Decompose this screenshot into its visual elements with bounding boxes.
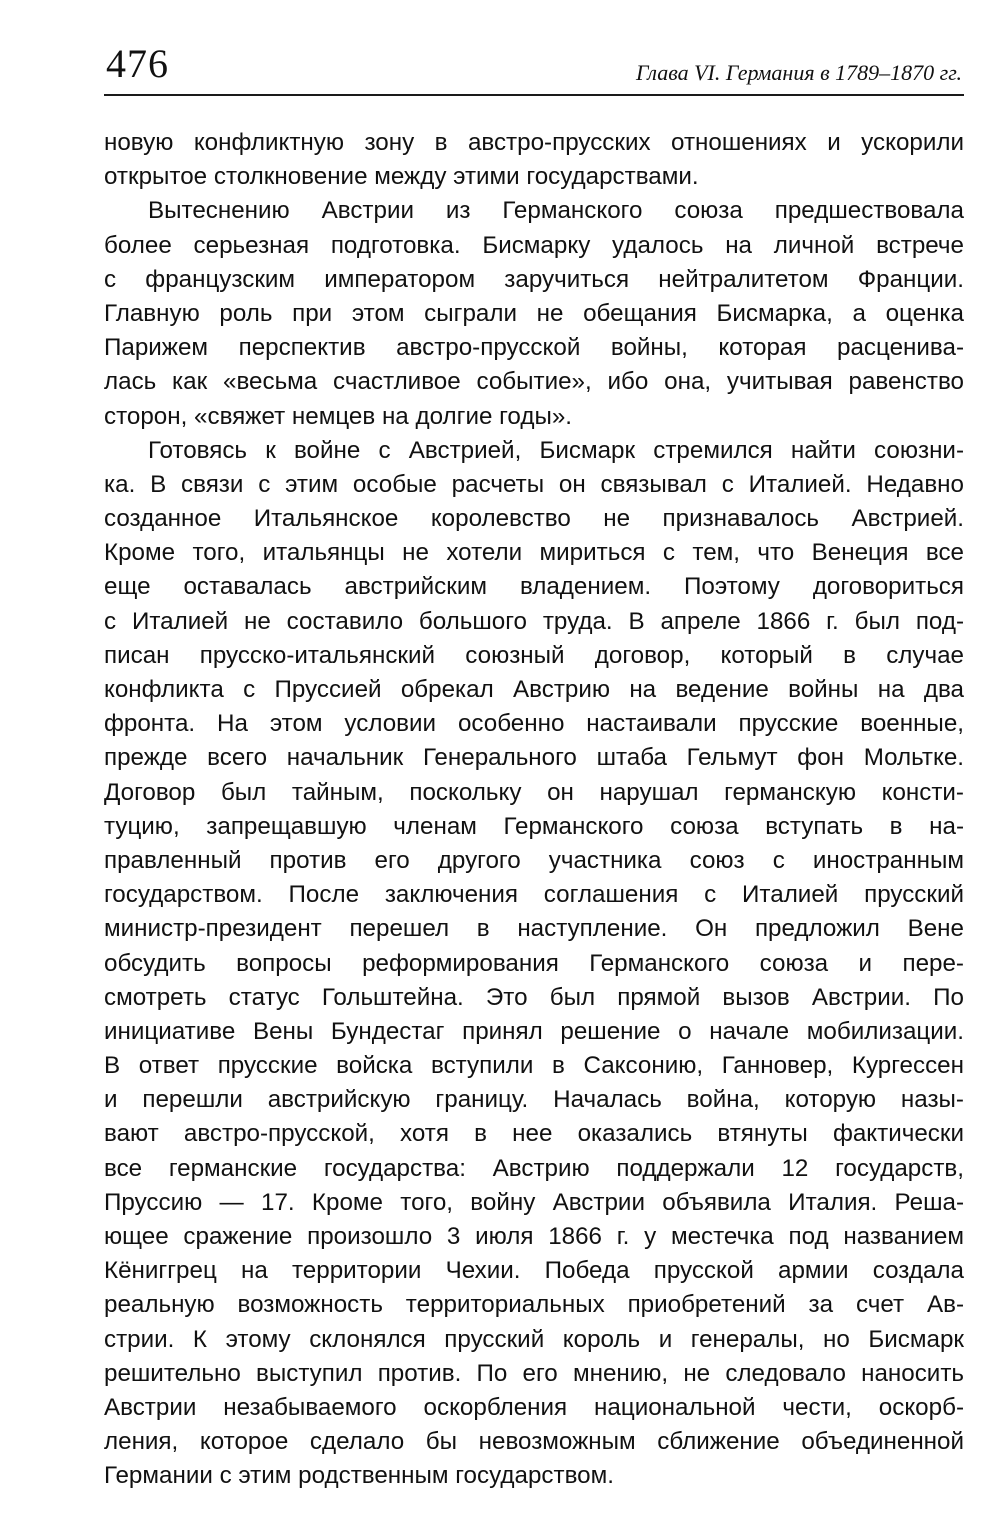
page-number: 476 xyxy=(106,41,169,86)
text-line: Договор был тайным, поскольку он нарушал германскую консти- xyxy=(104,778,964,806)
text-line: открытое столкновение между этими государствами. xyxy=(104,163,699,191)
text-line: обсудить вопросы реформирования Германского союза и пере- xyxy=(104,949,964,977)
text-line: вают австро-прусской, хотя в нее оказались втянуты фактически xyxy=(104,1120,964,1148)
text-line: Австрии незабываемого оскорбления национальной чести, оскорб- xyxy=(104,1393,964,1421)
text-line: Кроме того, итальянцы не хотели мириться с тем, что Венеция все xyxy=(104,539,964,567)
text-line: еще оставалась австрийским владением. Поэтому договориться xyxy=(104,573,964,601)
text-line: реальную возможность территориальных приобретений за счет Ав- xyxy=(104,1291,964,1319)
text-line: Готовясь к войне с Австрией, Бисмарк стремился найти союзни- xyxy=(148,436,964,464)
paragraph xyxy=(104,434,964,1494)
text-line: ления, которое сделало бы невозможным сближение объединенной xyxy=(104,1428,964,1456)
running-header xyxy=(104,40,964,96)
text-line: новую конфликтную зону в австро-прусских отношениях и ускорили xyxy=(104,129,964,156)
text-line: писан прусско-итальянский союзный договор, который в случае xyxy=(104,641,964,669)
text-line: Кёниггрец на территории Чехии. Победа прусской армии создала xyxy=(104,1257,964,1285)
text-line: конфликта с Пруссией обрекал Австрию на ведение войны на два xyxy=(104,676,964,703)
text-line: правленный против его другого участника союз с иностранным xyxy=(104,846,964,874)
text-line: Главную роль при этом сыграли не обещания Бисмарка, а оценка xyxy=(104,299,964,327)
text-line: Парижем перспектив австро-прусской войны, которая расценива- xyxy=(104,334,964,362)
text-line: государством. После заключения соглашения с Италией прусский xyxy=(104,881,964,909)
text-line: министр-президент перешел в наступление. Он предложил Вене xyxy=(104,915,964,943)
text-line: созданное Итальянское королевство не признавалось Австрией. xyxy=(104,505,964,533)
text-line: с французским императором заручиться нейтралитетом Франции. xyxy=(104,265,964,293)
text-line: ющее сражение произошло 3 июля 1866 г. у местечка под названием xyxy=(104,1223,964,1250)
text-line: фронта. На этом условии особенно настаивали прусские военные, xyxy=(104,710,964,738)
text-line: сторон, «свяжет немцев на долгие годы». xyxy=(104,402,573,430)
text-line: все германские государства: Австрию поддержали 12 государств, xyxy=(104,1154,964,1182)
chapter-title: Глава VI. Германия в 1789–1870 гг. xyxy=(635,60,962,85)
paragraph xyxy=(104,126,964,194)
text-line: лась как «весьма счастливое событие», ибо она, учитывая равенство xyxy=(104,368,964,396)
text-line: с Италией не составило большого труда. В апреле 1866 г. был под- xyxy=(104,607,964,635)
text-line: Вытеснению Австрии из Германского союза предшествовала xyxy=(148,197,964,225)
text-line: ка. В связи с этим особые расчеты он связывал с Италией. Недавно xyxy=(104,470,964,498)
body-text xyxy=(104,126,964,1494)
paragraph xyxy=(104,194,964,433)
text-line: стрии. К этому склонялся прусский король и генералы, но Бисмарк xyxy=(104,1325,964,1353)
text-line: решительно выступил против. По его мнению, не следовало наносить xyxy=(104,1359,964,1387)
text-line: Германии с этим родственным государством. xyxy=(104,1462,614,1490)
text-line: В ответ прусские войска вступили в Саксонию, Ганновер, Кургессен xyxy=(104,1052,964,1080)
text-line: и перешли австрийскую границу. Началась война, которую назы- xyxy=(104,1086,964,1114)
book-page xyxy=(104,40,964,1494)
text-line: смотреть статус Гольштейна. Это был прямой вызов Австрии. По xyxy=(104,983,964,1011)
text-line: более серьезная подготовка. Бисмарку удалось на личной встрече xyxy=(104,231,964,259)
text-line: Пруссию — 17. Кроме того, войну Австрии объявила Италия. Реша- xyxy=(104,1188,964,1216)
text-line: прежде всего начальник Генерального штаба Гельмут фон Мольтке. xyxy=(104,744,964,772)
text-line: туцию, запрещавшую членам Германского союза вступать в на- xyxy=(104,812,964,840)
text-line: инициативе Вены Бундестаг принял решение о начале мобилизации. xyxy=(104,1017,964,1045)
